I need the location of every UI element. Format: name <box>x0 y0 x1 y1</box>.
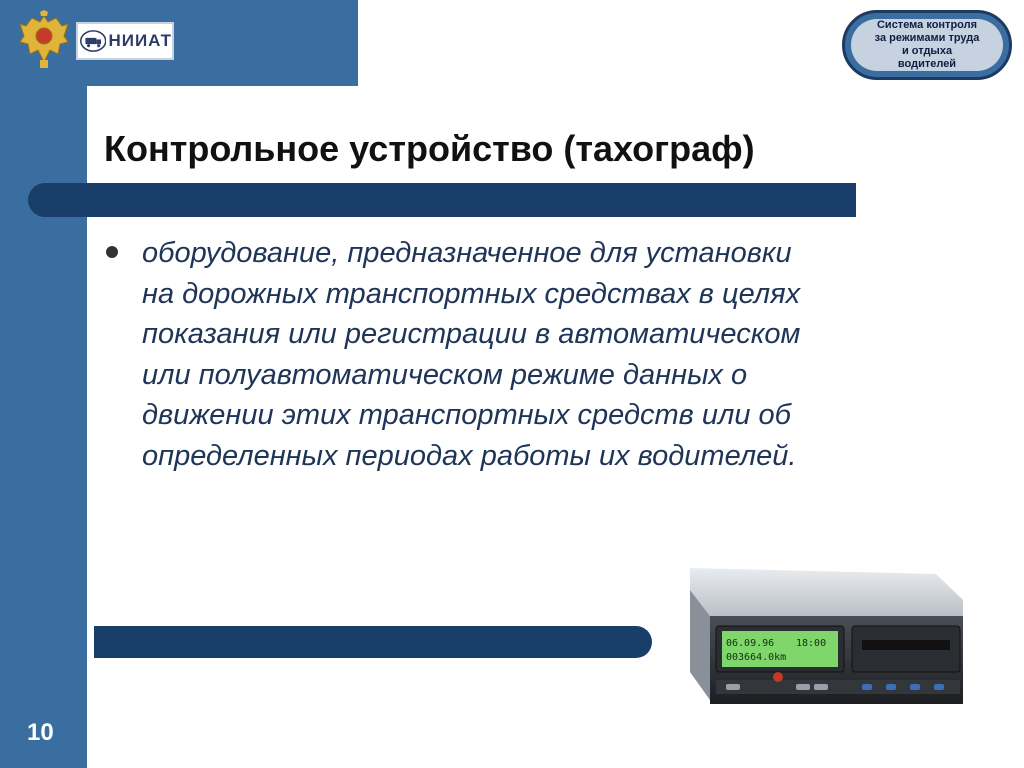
bottom-divider <box>94 626 652 658</box>
system-badge-text: Система контроля за режимами труда и отдыха водителей <box>874 19 980 70</box>
slide-title: Контрольное устройство (тахограф) <box>104 128 755 169</box>
niiat-logo <box>76 22 174 60</box>
tachograph-device-image <box>686 560 963 708</box>
system-badge-inner <box>851 19 1003 71</box>
title-divider <box>28 183 856 217</box>
bullet-icon <box>106 246 118 258</box>
system-badge <box>842 10 1012 80</box>
left-sidebar-band <box>0 0 87 768</box>
truck-logo-icon <box>80 26 106 56</box>
page-number: 10 <box>27 719 54 746</box>
bullet-text: оборудование, предназначенное для установки на дорожных транспортных средствах в целях показания или регистрации в автоматическом или полуавтоматическом режиме данных о движении этих транспортных средств или об определенных периодах работы их водителей. <box>142 237 801 472</box>
device-date: 06.09.96 <box>726 638 775 649</box>
device-time: 18:00 <box>796 638 827 649</box>
logo-text: НИИАТ <box>108 31 172 50</box>
coat-of-arms-icon <box>18 10 70 70</box>
device-odometer: 003664.0km <box>726 652 787 663</box>
